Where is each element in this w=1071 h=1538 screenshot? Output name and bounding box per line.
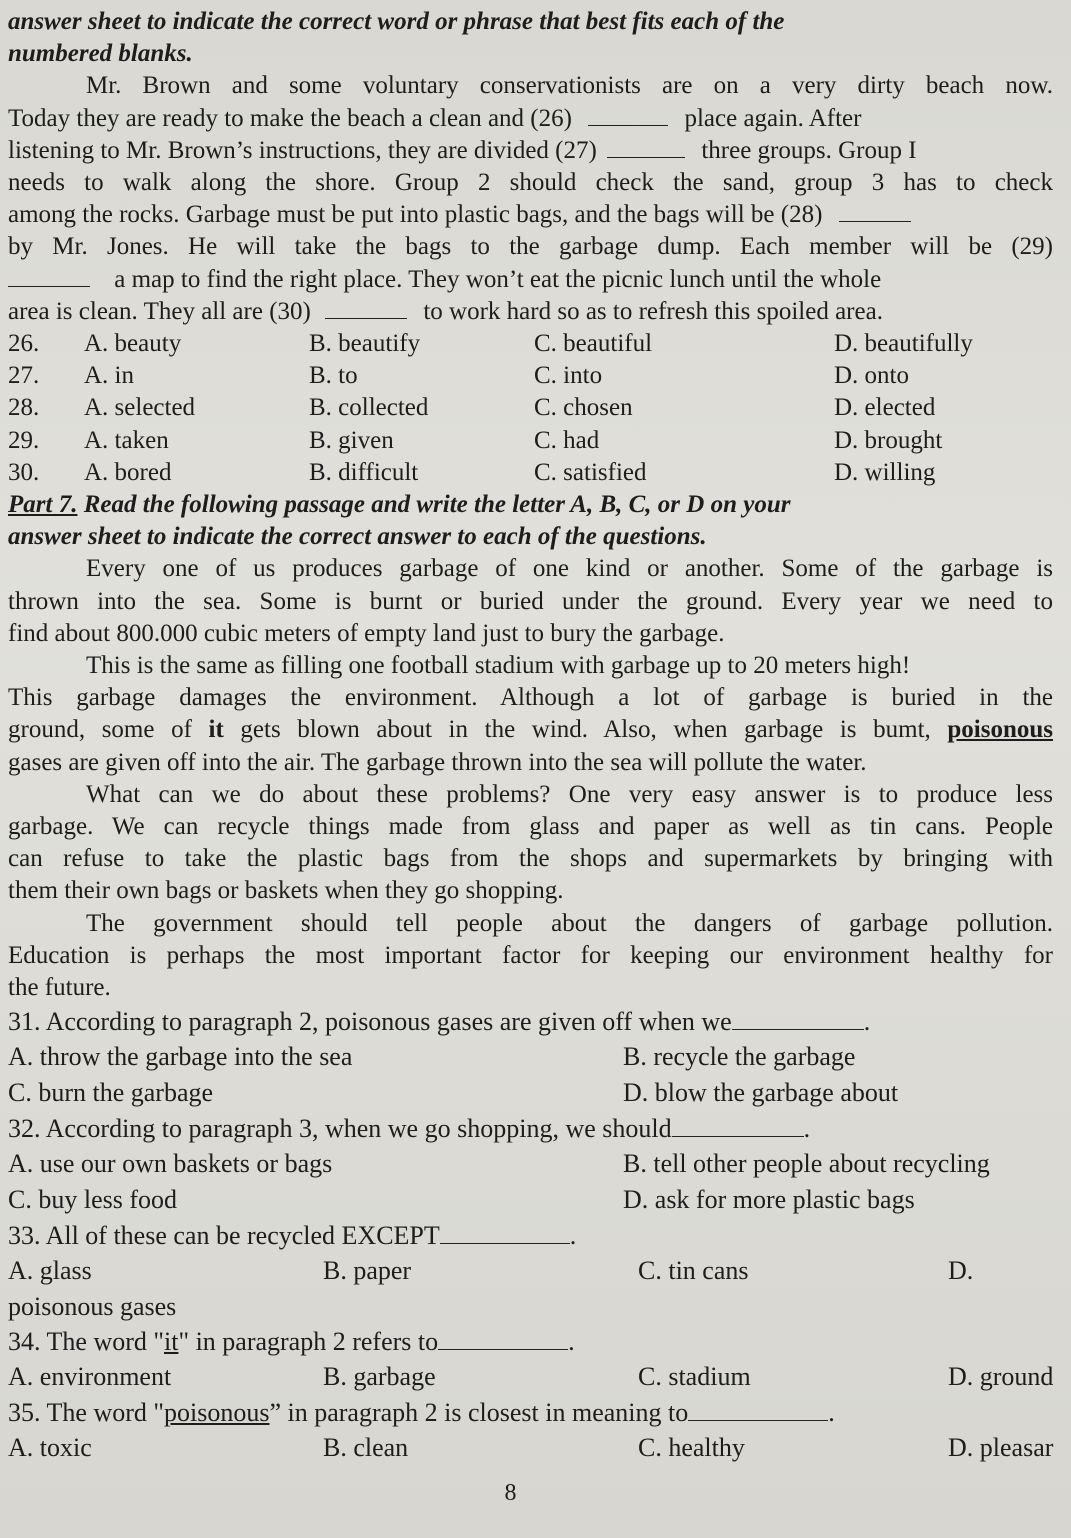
question-stem: 32. According to paragraph 3, when we go shopping, we should . (8, 1114, 811, 1144)
option-d[interactable]: D. willing (834, 458, 936, 486)
option-a[interactable]: A. bored (84, 458, 172, 486)
passage-line: Education is perhaps the most important factor for keeping our environment healthy for (8, 941, 1053, 969)
option-c[interactable]: C. stadium (638, 1362, 751, 1392)
passage-line: Mr. Brown and some voluntary conservationists are on a very dirty beach now. (86, 72, 1053, 100)
blank-27[interactable] (607, 137, 685, 158)
option-c[interactable]: C. tin cans (638, 1256, 749, 1286)
question-35 (8, 1395, 1053, 1466)
part-7-heading: Part 7. Read the following passage and write the letter A, B, C, or D on your (8, 491, 791, 519)
passage-line: This is the same as filling one football stadium with garbage up to 20 meters high! (86, 652, 911, 680)
blank-29[interactable] (8, 266, 90, 287)
option-d[interactable]: D. (948, 1256, 974, 1286)
option-b[interactable]: B. tell other people about recycling (623, 1149, 990, 1179)
option-c[interactable]: C. chosen (534, 394, 633, 422)
passage-line: Every one of us produces garbage of one kind or another. Some of the garbage is (86, 555, 1053, 583)
passage-line: What can we do about these problems? One very easy answer is to produce less (86, 780, 1053, 808)
option-a[interactable]: A. beauty (84, 330, 182, 358)
passage-line: area is clean. They all are (30) to work hard so as to refresh this spoiled area. (8, 297, 883, 325)
cloze-options (8, 328, 1053, 489)
option-a[interactable]: A. glass (8, 1256, 92, 1286)
passage-line: gases are given off into the air. The garbage thrown into the sea will pollute the water. (8, 748, 867, 776)
option-a[interactable]: A. environment (8, 1362, 172, 1392)
option-b[interactable]: B. difficult (309, 458, 419, 486)
answer-blank[interactable] (438, 1329, 568, 1350)
reading-passage (8, 553, 1053, 1004)
option-d[interactable]: D. onto (834, 362, 909, 390)
answer-blank[interactable] (688, 1400, 828, 1421)
passage-line: garbage. We can recycle things made from glass and paper as well as tin cans. People (8, 813, 1053, 841)
passage-line: The government should tell people about the dangers of garbage pollution. (86, 909, 1053, 937)
option-row-30: 30. A. bored B. difficult C. satisfied D. willing (8, 457, 1053, 489)
answer-blank[interactable] (672, 1116, 804, 1137)
instruction-line: answer sheet to indicate the correct word or phrase that best fits each of the (8, 8, 785, 35)
question-31 (8, 1004, 1053, 1111)
page-number: 8 (504, 1480, 517, 1507)
passage-line: listening to Mr. Brown’s instructions, they are divided (27) three groups. Group I (8, 136, 917, 164)
option-c[interactable]: C. satisfied (534, 458, 647, 486)
passage-line: by Mr. Jones. He will take the bags to the garbage dump. Each member will be (29) (8, 233, 1053, 261)
passage-line: Today they are ready to make the beach a clean and (26) place again. After (8, 104, 862, 132)
option-b[interactable]: B. to (309, 362, 358, 390)
passage-line: them their own bags or baskets when they go shopping. (8, 877, 564, 905)
passage-line: find about 800.000 cubic meters of empty land just to bury the garbage. (8, 619, 725, 647)
question-stem: 34. The word "it" in paragraph 2 refers to . (8, 1327, 575, 1357)
highlighted-word-poisonous: poisonous (947, 716, 1054, 744)
option-b[interactable]: B. beautify (309, 330, 421, 358)
option-row-27: 27. A. in B. to C. into D. onto (8, 360, 1053, 392)
option-b[interactable]: B. garbage (323, 1362, 436, 1392)
passage-line: needs to walk along the shore. Group 2 should check the sand, group 3 has to check (8, 169, 1053, 197)
option-c[interactable]: C. beautiful (534, 330, 653, 358)
part-7-label: Part 7. (8, 491, 78, 519)
option-b[interactable]: B. clean (323, 1433, 409, 1463)
passage-line: thrown into the sea. Some is burnt or buried under the ground. Every year we need to (8, 587, 1053, 615)
option-c[interactable]: C. had (534, 426, 600, 454)
option-row-26: 26. A. beauty B. beautify C. beautiful D. beautifully (8, 328, 1053, 360)
option-a[interactable]: A. use our own baskets or bags (8, 1149, 333, 1179)
part-7-heading-line2: answer sheet to indicate the correct answer to each of the questions. (8, 523, 707, 551)
answer-blank[interactable] (440, 1223, 570, 1244)
option-d[interactable]: D. pleasar (948, 1433, 1054, 1463)
option-d[interactable]: D. ask for more plastic bags (623, 1185, 915, 1215)
option-b[interactable]: B. recycle the garbage (623, 1042, 856, 1072)
option-b[interactable]: B. collected (309, 394, 429, 422)
option-d-continued[interactable]: poisonous gases (8, 1292, 177, 1322)
passage-line: the future. (8, 974, 111, 1002)
option-b[interactable]: B. paper (323, 1256, 412, 1286)
option-row-29: 29. A. taken B. given C. had D. brought (8, 425, 1053, 457)
page-content (8, 6, 1053, 1507)
cloze-passage (8, 70, 1053, 328)
question-stem: 31. According to paragraph 2, poisonous gases are given off when we . (8, 1007, 871, 1037)
passage-line: ground, some of it gets blown about in the wind. Also, when garbage is bumt, poisonous (8, 716, 1054, 744)
option-d[interactable]: D. elected (834, 394, 936, 422)
passage-line: This garbage damages the environment. Although a lot of garbage is buried in the (8, 684, 1053, 712)
blank-28[interactable] (839, 201, 911, 222)
instruction-line: numbered blanks. (8, 40, 193, 68)
option-c[interactable]: C. healthy (638, 1433, 745, 1463)
option-a[interactable]: A. toxic (8, 1433, 92, 1463)
question-32 (8, 1111, 1053, 1218)
option-b[interactable]: B. given (309, 426, 394, 454)
option-a[interactable]: A. throw the garbage into the sea (8, 1042, 353, 1072)
question-33 (8, 1218, 1053, 1324)
passage-line: a map to find the right place. They won’t eat the picnic lunch until the whole (8, 264, 1053, 296)
option-a[interactable]: A. selected (84, 394, 196, 422)
passage-line: can refuse to take the plastic bags from the shops and supermarkets by bringing with (8, 845, 1053, 873)
question-stem: 33. All of these can be recycled EXCEPT . (8, 1221, 577, 1251)
option-d[interactable]: D. beautifully (834, 330, 973, 358)
option-d[interactable]: D. brought (834, 426, 943, 454)
option-a[interactable]: A. taken (84, 426, 169, 454)
referent-it: it (208, 716, 224, 744)
blank-30[interactable] (325, 298, 407, 319)
option-d[interactable]: D. ground (948, 1362, 1054, 1392)
option-row-28: 28. A. selected B. collected C. chosen D. elected (8, 392, 1053, 424)
option-a[interactable]: A. in (84, 362, 134, 390)
blank-26[interactable] (588, 105, 668, 126)
option-c[interactable]: C. buy less food (8, 1185, 177, 1215)
option-d[interactable]: D. blow the garbage about (623, 1078, 899, 1108)
option-c[interactable]: C. into (534, 362, 603, 390)
passage-line: among the rocks. Garbage must be put into plastic bags, and the bags will be (28) (8, 199, 1053, 231)
question-34 (8, 1324, 1053, 1395)
option-c[interactable]: C. burn the garbage (8, 1078, 214, 1108)
answer-blank[interactable] (732, 1009, 864, 1030)
question-stem: 35. The word "poisonous” in paragraph 2 is closest in meaning to . (8, 1398, 835, 1428)
